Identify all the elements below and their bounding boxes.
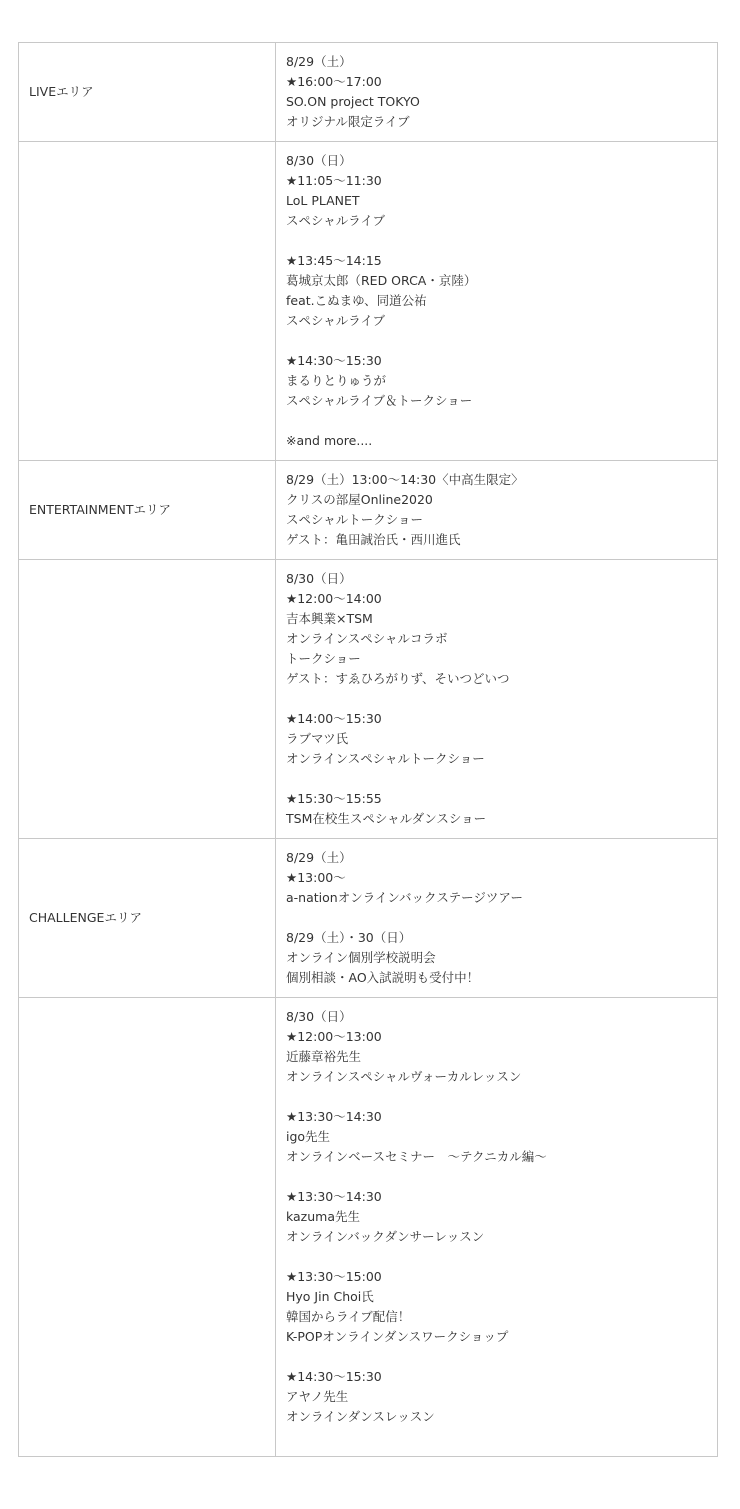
schedule-line: スペシャルライブ＆トークショー xyxy=(286,393,473,408)
blank-line xyxy=(286,1087,707,1107)
area-name-cell: CHALLENGEエリア xyxy=(19,839,276,998)
schedule-line: SO.ON project TOKYO xyxy=(286,94,420,109)
schedule-line: スペシャルライブ xyxy=(286,213,386,228)
schedule-line: ※and more.... xyxy=(286,433,373,448)
schedule-row xyxy=(19,142,718,461)
blank-line xyxy=(286,908,707,928)
schedule-line: 8/30（日） xyxy=(286,1009,352,1024)
schedule-line: 8/29（土）・30（日） xyxy=(286,930,412,945)
schedule-line: ★12:00〜13:00 xyxy=(286,1029,382,1044)
schedule-line: ★15:30〜15:55 xyxy=(286,791,382,806)
schedule-line: 吉本興業×TSM xyxy=(286,611,373,626)
schedule-line: スペシャルトークショー xyxy=(286,512,424,527)
area-name-cell xyxy=(19,142,276,461)
schedule-line: TSM在校生スペシャルダンスショー xyxy=(286,811,487,826)
area-name-cell xyxy=(19,560,276,839)
schedule-details-cell xyxy=(276,43,718,142)
schedule-details-cell xyxy=(276,142,718,461)
schedule-details-cell xyxy=(276,560,718,839)
blank-line xyxy=(286,231,707,251)
schedule-line: ★13:45〜14:15 xyxy=(286,253,382,268)
blank-line xyxy=(286,411,707,431)
schedule-row xyxy=(19,43,718,142)
blank-line xyxy=(286,1427,707,1447)
schedule-line: オンライン個別学校説明会 xyxy=(286,950,436,965)
schedule-line: オンラインスペシャルトークショー xyxy=(286,751,485,766)
schedule-line: オンラインスペシャルコラボ xyxy=(286,631,448,646)
blank-line xyxy=(286,1247,707,1267)
schedule-line: まるりとりゅうが xyxy=(286,373,387,388)
schedule-line: オリジナル限定ライブ xyxy=(286,114,410,129)
schedule-line: アヤノ先生 xyxy=(286,1389,349,1404)
schedule-line: ゲスト：亀田誠治氏・西川進氏 xyxy=(286,532,461,547)
schedule-line: ★13:00〜 xyxy=(286,870,346,885)
area-name-cell: ENTERTAINMENTエリア xyxy=(19,461,276,560)
schedule-line: ★13:30〜14:30 xyxy=(286,1109,382,1124)
schedule-row xyxy=(19,461,718,560)
schedule-line: スペシャルライブ xyxy=(286,313,386,328)
schedule-line: クリスの部屋Online2020 xyxy=(286,492,433,507)
schedule-line: ★14:00〜15:30 xyxy=(286,711,382,726)
schedule-line: オンラインベースセミナー 〜テクニカル編〜 xyxy=(286,1149,547,1164)
schedule-line: LoL PLANET xyxy=(286,193,360,208)
schedule-line: 個別相談・AO入試説明も受付中！ xyxy=(286,970,480,985)
schedule-line: a-nationオンラインバックステージツアー xyxy=(286,890,523,905)
event-schedule-table xyxy=(18,42,718,1457)
area-name-cell xyxy=(19,998,276,1457)
schedule-line: ★16:00〜17:00 xyxy=(286,74,382,89)
schedule-line: 8/29（土）13:00〜14:30〈中高生限定〉 xyxy=(286,472,524,487)
blank-line xyxy=(286,689,707,709)
blank-line xyxy=(286,769,707,789)
schedule-row xyxy=(19,998,718,1457)
schedule-line: 葛城京太郎（RED ORCA・京陸） xyxy=(286,273,477,288)
schedule-details-cell xyxy=(276,998,718,1457)
schedule-line: 8/29（土） xyxy=(286,850,352,865)
schedule-line: ★14:30〜15:30 xyxy=(286,353,382,368)
schedule-row xyxy=(19,839,718,998)
schedule-line: igo先生 xyxy=(286,1129,331,1144)
schedule-line: ★14:30〜15:30 xyxy=(286,1369,382,1384)
schedule-details-cell xyxy=(276,839,718,998)
schedule-line: 8/29（土） xyxy=(286,54,352,69)
schedule-row xyxy=(19,560,718,839)
schedule-line: ゲスト：すゑひろがりず、そいつどいつ xyxy=(286,671,510,686)
schedule-line: 近藤章裕先生 xyxy=(286,1049,362,1064)
schedule-line: オンラインスペシャルヴォーカルレッスン xyxy=(286,1069,522,1084)
schedule-line: オンラインバックダンサーレッスン xyxy=(286,1229,485,1244)
blank-line xyxy=(286,1347,707,1367)
schedule-line: ★12:00〜14:00 xyxy=(286,591,382,606)
schedule-line: K-POPオンラインダンスワークショップ xyxy=(286,1329,509,1344)
schedule-body xyxy=(19,43,718,1457)
schedule-line: 8/30（日） xyxy=(286,571,352,586)
schedule-line: ラブマツ氏 xyxy=(286,731,349,746)
schedule-line: オンラインダンスレッスン xyxy=(286,1409,435,1424)
blank-line xyxy=(286,331,707,351)
schedule-line: 8/30（日） xyxy=(286,153,352,168)
schedule-line: Hyo Jin Choi氏 xyxy=(286,1289,374,1304)
schedule-line: kazuma先生 xyxy=(286,1209,360,1224)
area-name-cell: LIVEエリア xyxy=(19,43,276,142)
schedule-line: feat.こぬまゆ、同道公祐 xyxy=(286,293,427,308)
schedule-line: ★13:30〜14:30 xyxy=(286,1189,382,1204)
schedule-details-cell xyxy=(276,461,718,560)
schedule-line: ★11:05〜11:30 xyxy=(286,173,382,188)
schedule-line: トークショー xyxy=(286,651,361,666)
blank-line xyxy=(286,1167,707,1187)
schedule-line: 韓国からライブ配信！ xyxy=(286,1309,411,1324)
schedule-line: ★13:30〜15:00 xyxy=(286,1269,382,1284)
